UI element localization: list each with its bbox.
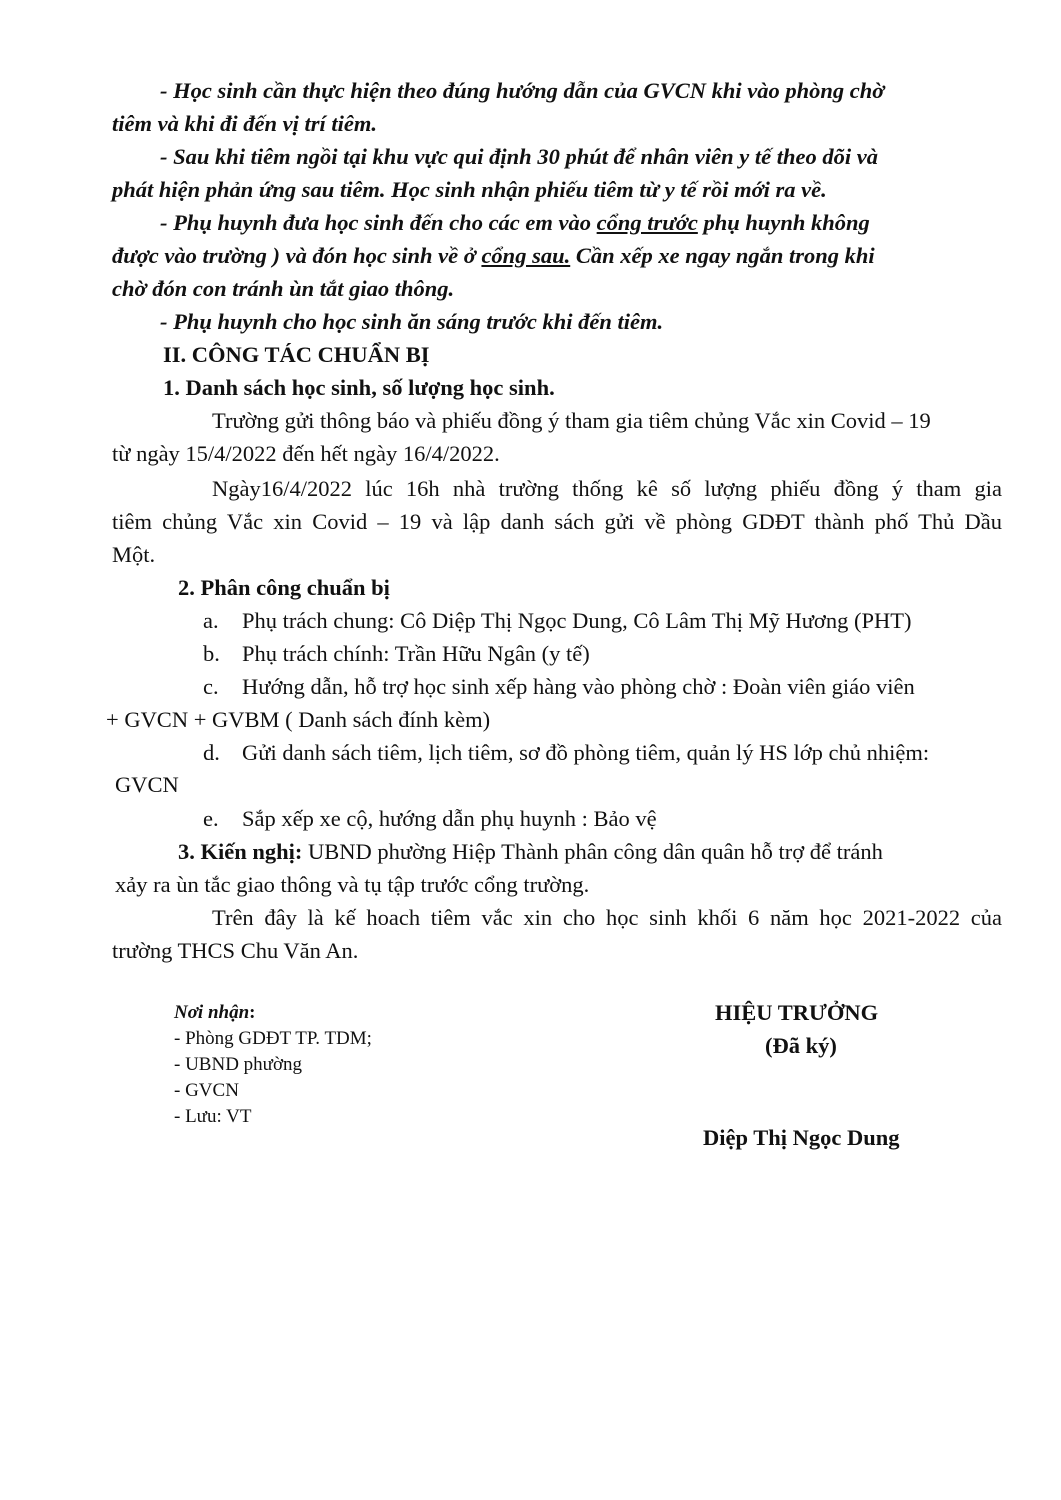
item-b-text: Phụ trách chính: Trần Hữu Ngân (y tế) — [242, 641, 590, 666]
paragraph-2-line-1: Ngày16/4/2022 lúc 16h nhà trường thống kê số lượng phiếu đồng ý tham gia — [212, 476, 1002, 501]
item-b-marker: b. — [203, 641, 220, 666]
front-gate-text: cổng trước — [596, 210, 698, 235]
paragraph-2-line-2: tiêm chủng Vắc xin Covid – 19 và lập danh sách gửi về phòng GDĐT thành phố Thủ Dầu — [112, 509, 1002, 534]
subsection-2-heading: 2. Phân công chuẩn bị — [178, 575, 390, 600]
paragraph-1-line-2: từ ngày 15/4/2022 đến hết ngày 16/4/2022. — [112, 441, 500, 466]
bullet-3-line-2-b: Cần xếp xe ngay ngắn trong khi — [570, 243, 875, 268]
bullet-2-line-1: - Sau khi tiêm ngồi tại khu vực qui định 30 phút để nhân viên y tế theo dõi và — [160, 144, 878, 169]
item-c-marker: c. — [203, 674, 219, 699]
bullet-3-line-3: chờ đón con tránh ùn tắt giao thông. — [112, 276, 455, 301]
signer-name: Diệp Thị Ngọc Dung — [703, 1125, 900, 1150]
bullet-4-line-1: - Phụ huynh cho học sinh ăn sáng trước khi đến tiêm. — [160, 309, 664, 334]
recipient-3: - GVCN — [174, 1080, 239, 1101]
back-gate-text: cổng sau. — [481, 243, 571, 268]
recommendation-text: UBND phường Hiệp Thành phân công dân quân hỗ trợ để tránh — [302, 839, 883, 864]
section-2-heading: II. CÔNG TÁC CHUẨN BỊ — [163, 342, 430, 367]
paragraph-1-line-1: Trường gửi thông báo và phiếu đồng ý tham gia tiêm chủng Vắc xin Covid – 19 — [212, 408, 931, 433]
closing-line-2: trường THCS Chu Văn An. — [112, 938, 359, 963]
bullet-3-text-a: - Phụ huynh đưa học sinh đến cho các em vào — [160, 210, 597, 235]
closing-line-1: Trên đây là kế hoach tiêm vắc xin cho học sinh khối 6 năm học 2021-2022 của — [212, 905, 1002, 930]
item-d-marker: d. — [203, 740, 220, 765]
recommendation-line-2: xảy ra ùn tắc giao thông và tụ tập trước cổng trường. — [115, 872, 590, 897]
recipients-colon: : — [249, 1002, 256, 1023]
bullet-1-line-1: - Học sinh cần thực hiện theo đúng hướng dẫn của GVCN khi vào phòng chờ — [160, 78, 885, 103]
bullet-3-line-2-a: được vào trường ) và đón học sinh về ở — [112, 243, 482, 268]
recipients-heading — [174, 1000, 255, 1026]
recipients-label: Nơi nhận — [174, 1002, 250, 1023]
item-d-continuation: GVCN — [115, 772, 179, 797]
recipient-2: - UBND phường — [174, 1054, 303, 1075]
item-c-continuation: + GVCN + GVBM ( Danh sách đính kèm) — [106, 707, 491, 732]
recipient-1: - Phòng GDĐT TP. TDM; — [174, 1028, 372, 1049]
bullet-3-line-1 — [160, 208, 870, 238]
item-e-marker: e. — [203, 806, 219, 831]
recommendation-label: 3. Kiến nghị: — [178, 839, 303, 864]
item-a-marker: a. — [203, 608, 219, 633]
recipient-4: - Lưu: VT — [174, 1106, 252, 1127]
bullet-3-line-2 — [112, 241, 875, 271]
bullet-3-text-b: phụ huynh không — [697, 210, 870, 235]
signature-title: HIỆU TRƯỞNG — [715, 1000, 879, 1025]
item-c-text: Hướng dẫn, hỗ trợ học sinh xếp hàng vào phòng chờ : Đoàn viên giáo viên — [242, 674, 915, 699]
recommendation-line-1 — [178, 837, 883, 867]
signature-status: (Đã ký) — [765, 1033, 837, 1058]
subsection-1-heading: 1. Danh sách học sinh, số lượng học sinh. — [163, 375, 555, 400]
item-a-text: Phụ trách chung: Cô Diệp Thị Ngọc Dung, Cô Lâm Thị Mỹ Hương (PHT) — [242, 608, 912, 633]
item-d-text: Gửi danh sách tiêm, lịch tiêm, sơ đồ phòng tiêm, quản lý HS lớp chủ nhiệm: — [242, 740, 930, 765]
paragraph-2-line-3: Một. — [112, 542, 156, 567]
bullet-2-line-2: phát hiện phản ứng sau tiêm. Học sinh nhận phiếu tiêm từ y tế rồi mới ra về. — [112, 177, 827, 202]
item-e-text: Sắp xếp xe cộ, hướng dẫn phụ huynh : Bảo vệ — [242, 806, 657, 831]
bullet-1-line-2: tiêm và khi đi đến vị trí tiêm. — [112, 111, 377, 136]
